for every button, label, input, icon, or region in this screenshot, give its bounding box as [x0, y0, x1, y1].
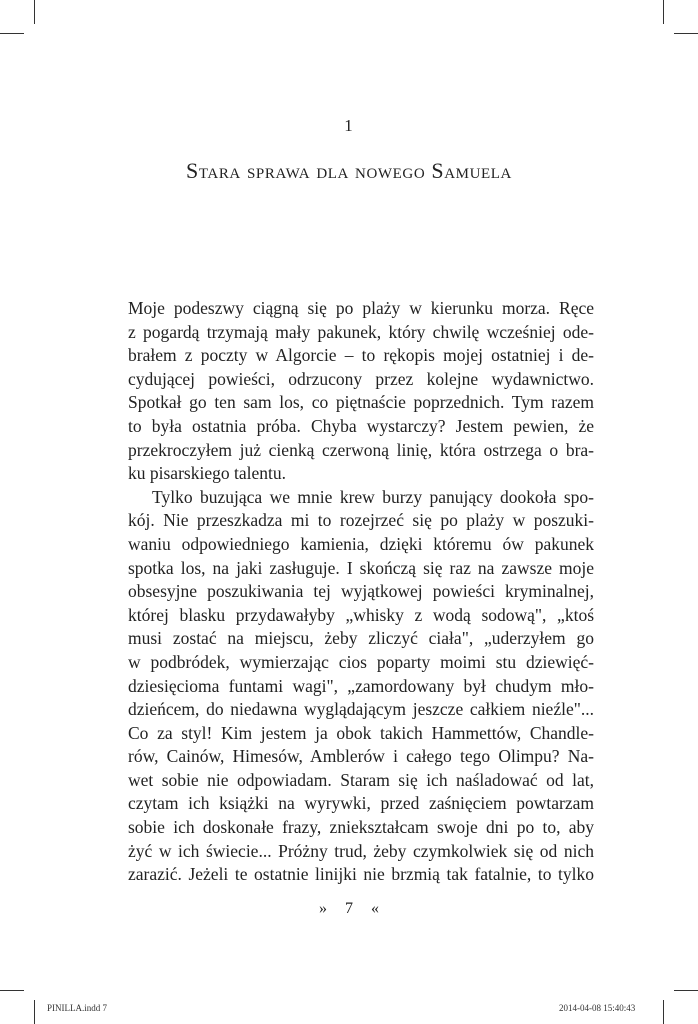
crop-mark [34, 1000, 35, 1024]
text-line: musi zostać na miejscu, żeby zliczyć ciała", „uderzyłem go [128, 628, 594, 649]
text-line: Co za styl! Kim jestem ja obok takich Hammettów, Chandle- [128, 722, 594, 743]
text-line: spotka los, na jaki zasługuje. I skończą się raz na zawsze moje [128, 557, 594, 578]
text-line: z pogardą trzymają mały pakunek, który chwilę wcześniej ode- [128, 321, 594, 342]
crop-mark [663, 0, 664, 24]
text-line: czytam ich książki na wyrywki, przed zaśnięciem powtarzam [128, 793, 594, 814]
text-line: dzieńcem, do niedawna wyglądającym jeszcze całkiem nieźle"... [128, 699, 594, 720]
text-line: wet sobie nie odpowiadam. Staram się ich naśladować od lat, [128, 769, 594, 790]
page-footer-folio [0, 900, 698, 918]
folio-left-mark: » [319, 900, 327, 917]
crop-mark [663, 1000, 664, 1024]
text-line: rów, Cainów, Himesów, Amblerów i całego tego Olimpu? Na- [128, 746, 594, 767]
text-line: przekroczyłem już cienką czerwoną linię, która ostrzega o bra- [128, 439, 594, 460]
slug-datetime: 2014-04-08 15:40:43 [559, 1003, 636, 1013]
crop-mark [674, 33, 698, 34]
text-line: sobie ich doskonałe frazy, zniekształcam swoje dni po to, aby [128, 817, 594, 838]
text-line: której blasku przydawałyby „whisky z wodą sodową", „ktoś [128, 604, 594, 625]
text-line: żyć w ich świecie... Próżny trud, żeby czymkolwiek się od nich [128, 840, 594, 861]
folio-right-mark: « [371, 900, 379, 917]
chapter-title: Stara sprawa dla nowego Samuela [186, 158, 512, 183]
crop-mark [34, 0, 35, 24]
text-line: waniu odpowiedniego kamienia, dzięki któremu ów pakunek [128, 533, 594, 554]
text-line: cydującej powieści, odrzucony przez kolejne wydawnictwo. [128, 368, 594, 389]
text-line: Tylko buzująca we mnie krew burzy panujący dookoła spo- [152, 486, 594, 507]
text-line: kój. Nie przeszkadza mi to rozejrzeć się po plaży w poszuki- [128, 510, 594, 531]
crop-mark [674, 990, 698, 991]
text-line: Spotkał go ten sam los, co piętnaście poprzednich. Tym razem [128, 392, 594, 413]
text-line: w podbródek, wymierzając cios poparty moimi stu dziewięć- [128, 651, 594, 672]
text-line: ku pisarskiego talentu. [128, 463, 286, 484]
text-line: to była ostatnia próba. Chyba wystarczy? Jestem pewien, że [128, 415, 594, 436]
slug-filename: PINILLA.indd 7 [47, 1003, 107, 1013]
page-number: 7 [345, 900, 353, 917]
body-text [128, 297, 594, 887]
chapter-number: 1 [344, 116, 354, 135]
crop-mark [0, 990, 24, 991]
text-line: zarazić. Jeżeli te ostatnie linijki nie brzmią tak fatalnie, to tylko [128, 864, 594, 885]
text-line: dziesięcioma funtami wagi", „zamordowany był chudym mło- [128, 675, 594, 696]
text-line: brałem z poczty w Algorcie – to rękopis mojej ostatniej i de- [128, 345, 594, 366]
text-line: Moje podeszwy ciągną się po plaży w kierunku morza. Ręce [128, 298, 594, 318]
crop-mark [0, 33, 24, 34]
text-line: obsesyjne poszukiwania tej wyjątkowej powieści kryminalnej, [128, 581, 594, 602]
